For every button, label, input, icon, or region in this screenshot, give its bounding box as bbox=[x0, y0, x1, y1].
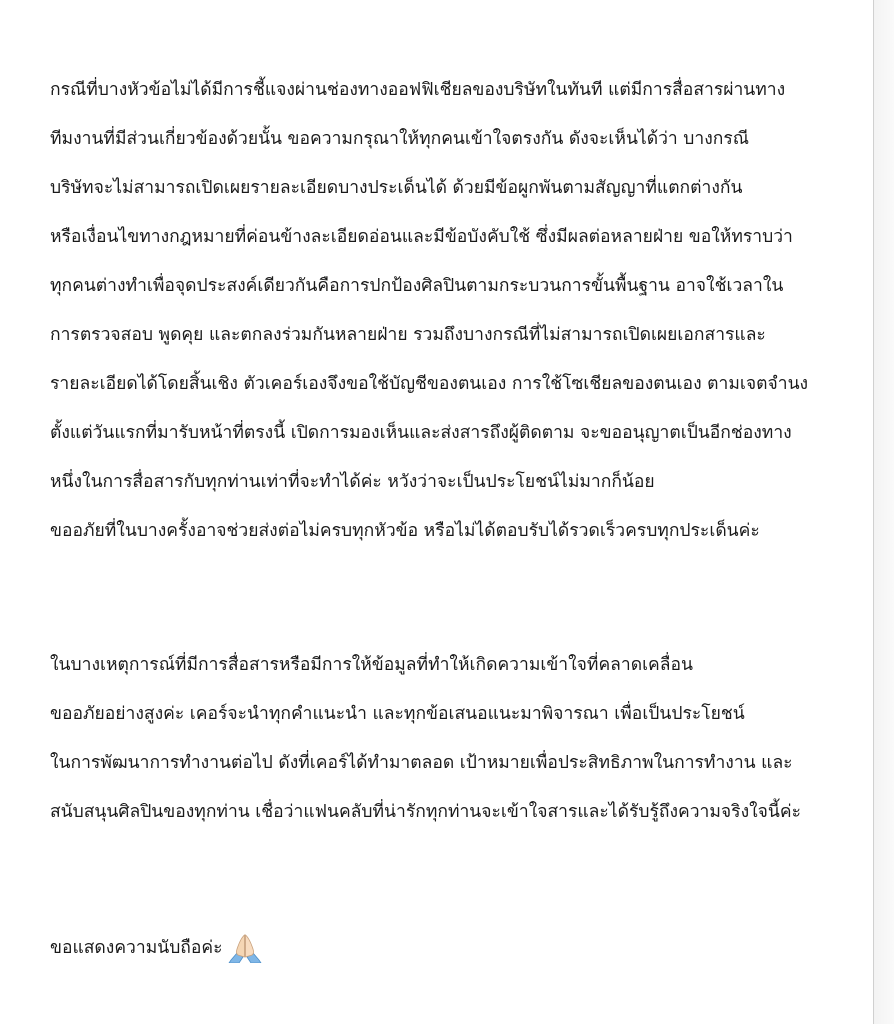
paragraph-1-line-9: หนึ่งในการสื่อสารกับทุกท่านเท่าที่จะทำได้ค่ะ หวังว่าจะเป็นประโยชน์ไม่มากก็น้อย bbox=[50, 472, 655, 492]
paragraph-2-line-3: ในการพัฒนาการทำงานต่อไป ดังที่เคอร์ได้ทำมาตลอด เป้าหมายเพื่อประสิทธิภาพในการทำงาน และ bbox=[50, 753, 793, 773]
paragraph-1-line-7: รายละเอียดได้โดยสิ้นเชิง ตัวเคอร์เองจึงขอใช้บัญชีของตนเอง การใช้โซเชียลของตนเอง ตามเจตจำนง bbox=[50, 374, 809, 394]
paragraph-1-line-5: ทุกคนต่างทำเพื่อจุดประสงค์เดียวกันคือการปกป้องศิลปินตามกระบวนการขั้นพื้นฐาน อาจใช้เวลาใน bbox=[50, 276, 784, 296]
paragraph-1-line-8: ตั้งแต่วันแรกที่มารับหน้าที่ตรงนี้ เปิดการมองเห็นและส่งสารถึงผู้ติดตาม จะขออนุญาตเป็นอีกช่องทาง bbox=[50, 423, 792, 443]
paragraph-1-line-2: ทีมงานที่มีส่วนเกี่ยวข้องด้วยนั้น ขอความกรุณาให้ทุกคนเข้าใจตรงกัน ดังจะเห็นได้ว่า บางกรณี bbox=[50, 129, 750, 149]
paragraph-1-line-1: กรณีที่บางหัวข้อไม่ได้มีการชี้แจงผ่านช่องทางออฟฟิเชียลของบริษัทในทันที แต่มีการสื่อสารผ่านทาง bbox=[50, 80, 786, 100]
paragraph-1-line-10: ขออภัยที่ในบางครั้งอาจช่วยส่งต่อไม่ครบทุกหัวข้อ หรือไม่ได้ตอบรับได้รวดเร็วครบทุกประเด็นค่ะ bbox=[50, 521, 760, 541]
paragraph-1-line-4: หรือเงื่อนไขทางกฎหมายที่ค่อนข้างละเอียดอ่อนและมีข้อบังคับใช้ ซึ่งมีผลต่อหลายฝ่าย ขอให้ทราบว่า bbox=[50, 227, 793, 247]
folded-hands-icon bbox=[225, 933, 265, 963]
paragraph-2-line-2: ขออภัยอย่างสูงค่ะ เคอร์จะนำทุกคำแนะนำ และทุกข้อเสนอแนะมาพิจารณา เพื่อเป็นประโยชน์ bbox=[50, 704, 745, 724]
paragraph-1-line-6: การตรวจสอบ พูดคุย และตกลงร่วมกันหลายฝ่าย รวมถึงบางกรณีที่ไม่สามารถเปิดเผยเอกสารและ bbox=[50, 325, 766, 345]
paragraph-2-line-4: สนับสนุนศิลปินของทุกท่าน เชื่อว่าแฟนคลับที่น่ารักทุกท่านจะเข้าใจสารและได้รับรู้ถึงความจริงใจนี้ค่ะ bbox=[50, 802, 801, 822]
paragraph-2-line-1: ในบางเหตุการณ์ที่มีการสื่อสารหรือมีการให้ข้อมูลที่ทำให้เกิดความเข้าใจที่คลาดเคลื่อน bbox=[50, 655, 693, 675]
paragraph-1-line-3: บริษัทจะไม่สามารถเปิดเผยรายละเอียดบางประเด็นได้ ด้วยมีข้อผูกพันตามสัญญาที่แตกต่างกัน bbox=[50, 178, 743, 198]
closing-line bbox=[50, 933, 265, 963]
page-edge-margin bbox=[874, 0, 894, 1024]
closing-text: ขอแสดงความนับถือค่ะ bbox=[50, 938, 223, 958]
